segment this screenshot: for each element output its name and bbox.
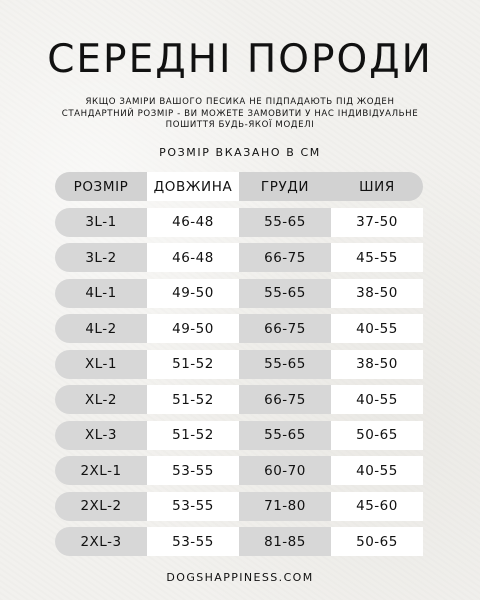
header-length: ДОВЖИНА — [147, 172, 239, 201]
cell-length: 53-55 — [147, 527, 239, 556]
header-size: РОЗМІР — [73, 178, 129, 195]
custom-order-note — [40, 97, 440, 132]
cell-chest: 60-70 — [264, 462, 306, 479]
cell-neck: 50-65 — [331, 421, 423, 450]
table-row — [55, 314, 423, 343]
cell-chest: 66-75 — [264, 249, 306, 266]
size-table — [55, 172, 423, 563]
page-title: СЕРЕДНІ ПОРОДИ — [47, 37, 433, 82]
cell-size: 4L-2 — [85, 320, 117, 337]
cell-neck: 45-55 — [331, 243, 423, 272]
cell-chest: 66-75 — [264, 320, 306, 337]
cell-length: 49-50 — [147, 314, 239, 343]
table-row — [55, 279, 423, 308]
cell-length: 49-50 — [147, 279, 239, 308]
cell-length: 46-48 — [147, 243, 239, 272]
note-line-2: СТАНДАРТНИЙ РОЗМІР - ВИ МОЖЕТЕ ЗАМОВИТИ У НАС ІНДИВІДУАЛЬНЕ — [61, 108, 419, 119]
table-row — [55, 385, 423, 414]
cell-size: 3L-1 — [85, 214, 117, 230]
table-row — [55, 350, 423, 379]
cell-size: XL-1 — [85, 356, 117, 372]
table-row — [55, 243, 423, 272]
website-link[interactable]: DOGSHAPPINESS.COM — [166, 571, 314, 584]
note-line-3: ПОШИТТЯ БУДЬ-ЯКОЇ МОДЕЛІ — [165, 120, 315, 130]
cell-length: 51-52 — [147, 385, 239, 414]
cell-chest: 81-85 — [264, 533, 306, 550]
table-row — [55, 421, 423, 450]
cell-size: 2XL-1 — [80, 462, 122, 479]
cell-neck: 50-65 — [331, 527, 423, 556]
cell-size: 2XL-3 — [80, 533, 122, 550]
cell-length: 53-55 — [147, 492, 239, 521]
header-chest: ГРУДИ — [260, 178, 310, 195]
cell-chest: 66-75 — [264, 391, 306, 408]
cell-size: 4L-1 — [85, 285, 117, 301]
cell-length: 46-48 — [147, 208, 239, 237]
table-row — [55, 208, 423, 237]
cell-neck: 40-55 — [331, 314, 423, 343]
cell-neck: 40-55 — [331, 456, 423, 485]
table-row — [55, 492, 423, 521]
cell-neck: 38-50 — [331, 279, 423, 308]
cell-size: XL-3 — [85, 427, 117, 443]
header-neck: ШИЯ — [359, 178, 395, 195]
cell-size: XL-2 — [85, 391, 117, 408]
cell-length: 51-52 — [147, 350, 239, 379]
cell-neck: 45-60 — [331, 492, 423, 521]
cell-neck: 38-50 — [331, 350, 423, 379]
cell-chest: 55-65 — [264, 285, 306, 301]
cell-size: 2XL-2 — [80, 498, 122, 514]
table-row — [55, 527, 423, 556]
cell-length: 51-52 — [147, 421, 239, 450]
cell-chest: 55-65 — [264, 214, 306, 230]
table-header-row — [55, 172, 423, 201]
cell-size: 3L-2 — [85, 249, 117, 266]
cell-neck: 40-55 — [331, 385, 423, 414]
note-line-1: ЯКЩО ЗАМІРИ ВАШОГО ПЕСИКА НЕ ПІДПАДАЮТЬ ПІД ЖОДЕН — [85, 97, 395, 107]
table-row — [55, 456, 423, 485]
unit-note: РОЗМІР ВКАЗАНО В СМ — [159, 146, 321, 159]
cell-chest: 55-65 — [264, 356, 306, 372]
cell-chest: 71-80 — [264, 498, 306, 514]
cell-length: 53-55 — [147, 456, 239, 485]
cell-chest: 55-65 — [264, 427, 306, 443]
cell-neck: 37-50 — [331, 208, 423, 237]
